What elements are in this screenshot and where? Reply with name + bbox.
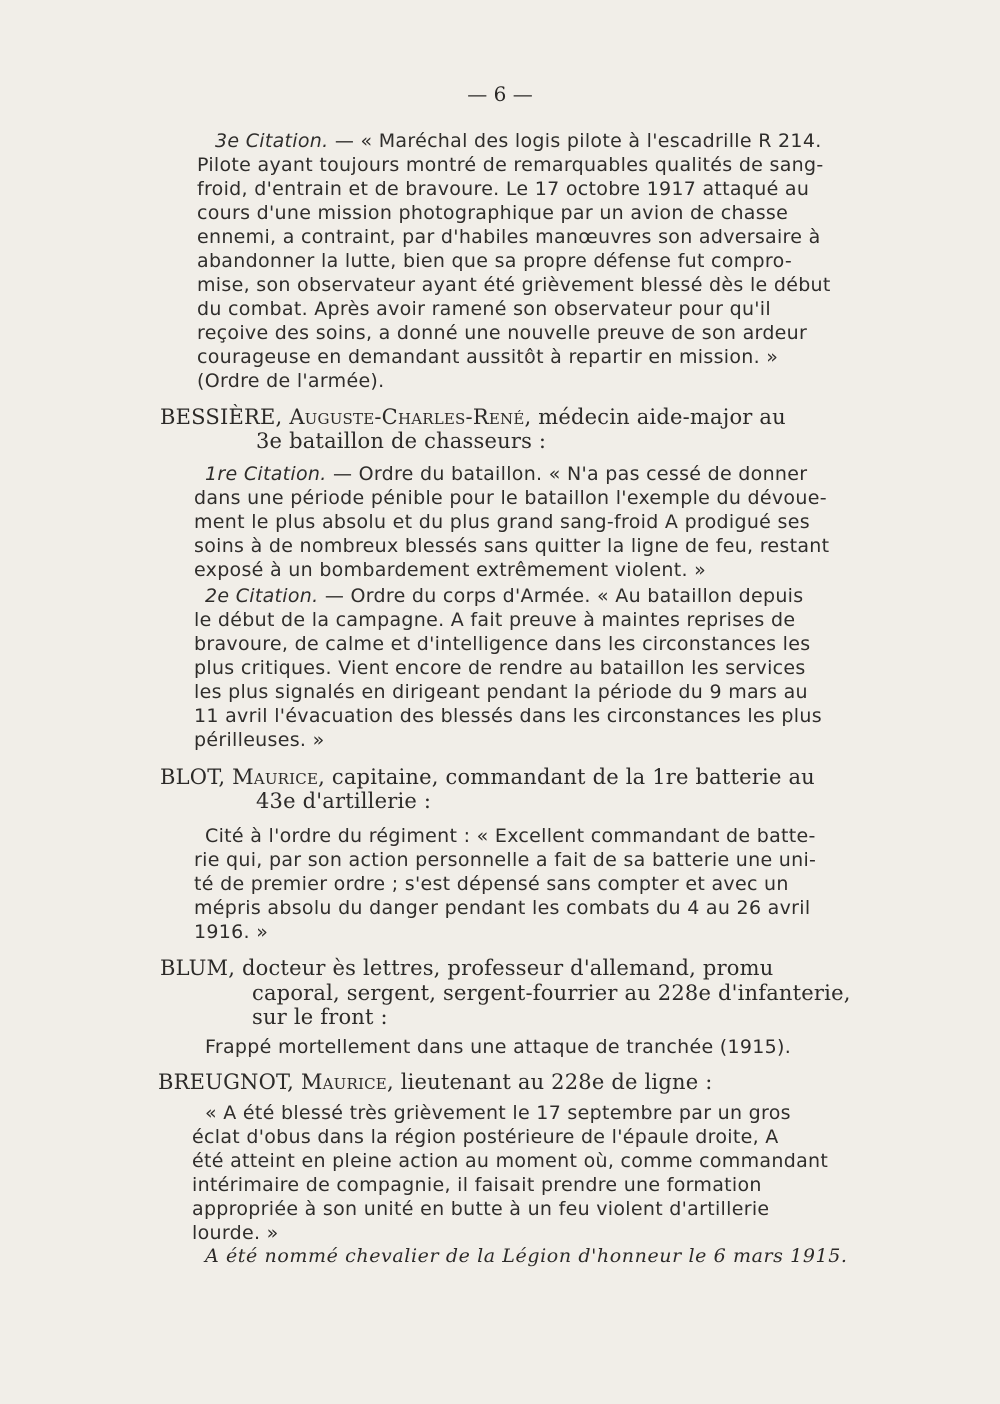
text-line: 1916. » bbox=[194, 921, 269, 943]
citation-2-first-line: 2e Citation. — Ordre du corps d'Armée. « Au bataillon depuis bbox=[205, 585, 804, 607]
entry-surname: BESSIÈRE, bbox=[160, 405, 283, 429]
text-line: cours d'une mission photographique par un avion de chasse bbox=[197, 202, 789, 224]
text-line: froid, d'entrain et de bravoure. Le 17 octobre 1917 attaqué au bbox=[197, 178, 810, 200]
text-line: rie qui, par son action personnelle a fait de sa batterie une uni- bbox=[194, 849, 817, 871]
text-line: Pilote ayant toujours montré de remarquables qualités de sang- bbox=[197, 154, 824, 176]
entry-surname: BLUM, bbox=[160, 956, 236, 980]
citation-label: 3e Citation. bbox=[215, 130, 329, 152]
entry-heading-continued: sur le front : bbox=[252, 1005, 388, 1029]
entry-given-name: Maurice, bbox=[232, 765, 325, 789]
text-line: mépris absolu du danger pendant les combats du 4 au 26 avril bbox=[194, 897, 811, 919]
text-line: mise, son observateur ayant été grièvement blessé dès le début bbox=[197, 274, 831, 296]
text-line: du combat. Après avoir ramené son observateur pour qu'il bbox=[197, 298, 771, 320]
entry-heading-continued: 3e bataillon de chasseurs : bbox=[256, 429, 547, 453]
text-line: bravoure, de calme et d'intelligence dans les circonstances les bbox=[194, 633, 811, 655]
text-line: Cité à l'ordre du régiment : « Excellent commandant de batte- bbox=[205, 825, 816, 847]
text-line: les plus signalés en dirigeant pendant la période du 9 mars au bbox=[194, 681, 808, 703]
entry-heading-continued: 43e d'artillerie : bbox=[256, 789, 432, 813]
text-line: (Ordre de l'armée). bbox=[197, 370, 385, 392]
text-line: été atteint en pleine action au moment où, comme commandant bbox=[192, 1150, 829, 1172]
entry-heading: BESSIÈRE, Auguste-Charles-René, médecin aide-major au bbox=[160, 405, 786, 429]
legion-honneur-note: A été nommé chevalier de la Légion d'honneur le 6 mars 1915. bbox=[205, 1245, 848, 1267]
citation-1-first-line: 1re Citation. — Ordre du bataillon. « N'a pas cessé de donner bbox=[205, 463, 808, 485]
entry-heading-continued: caporal, sergent, sergent-fourrier au 228e d'infanterie, bbox=[252, 981, 851, 1005]
text-line: abandonner la lutte, bien que sa propre défense fut compro- bbox=[197, 250, 793, 272]
text-line: reçoive des soins, a donné une nouvelle preuve de son ardeur bbox=[197, 322, 808, 344]
text-line: ennemi, a contraint, par d'habiles manœuvres son adversaire à bbox=[197, 226, 821, 248]
citation-label: 1re Citation. bbox=[205, 463, 327, 485]
text-line: té de premier ordre ; s'est dépensé sans compter et avec un bbox=[194, 873, 789, 895]
text-line: soins à de nombreux blessés sans quitter la ligne de feu, restant bbox=[194, 535, 830, 557]
page-number: — 6 — bbox=[467, 82, 533, 106]
entry-surname: BREUGNOT, bbox=[158, 1070, 295, 1094]
entry-heading: BLOT, Maurice, capitaine, commandant de la 1re batterie au bbox=[160, 765, 815, 789]
text-line: courageuse en demandant aussitôt à repartir en mission. » bbox=[197, 346, 779, 368]
text-line: lourde. » bbox=[192, 1222, 279, 1244]
text-line: le début de la campagne. A fait preuve à maintes reprises de bbox=[194, 609, 796, 631]
entry-heading: BLUM, docteur ès lettres, professeur d'allemand, promu bbox=[160, 956, 774, 980]
entry-surname: BLOT, bbox=[160, 765, 226, 789]
citation-3-first-line: 3e Citation. — « Maréchal des logis pilote à l'escadrille R 214. bbox=[215, 130, 822, 152]
citation-label: 2e Citation. bbox=[205, 585, 319, 607]
text-line: appropriée à son unité en butte à un feu violent d'artillerie bbox=[192, 1198, 770, 1220]
entry-given-name: Maurice, bbox=[300, 1070, 394, 1094]
text-line: ment le plus absolu et du plus grand sang-froid A prodigué ses bbox=[194, 511, 810, 533]
text-line: éclat d'obus dans la région postérieure de l'épaule droite, A bbox=[192, 1126, 779, 1148]
text-line: « A été blessé très grièvement le 17 septembre par un gros bbox=[205, 1102, 791, 1124]
entry-given-name: Auguste-Charles-René, bbox=[289, 405, 532, 429]
text-line: plus critiques. Vient encore de rendre au bataillon les services bbox=[194, 657, 806, 679]
entry-heading: BREUGNOT, Maurice, lieutenant au 228e de ligne : bbox=[158, 1070, 713, 1094]
text-line: 11 avril l'évacuation des blessés dans les circonstances les plus bbox=[194, 705, 822, 727]
text-line: périlleuses. » bbox=[194, 729, 325, 751]
text-line: intérimaire de compagnie, il faisait prendre une formation bbox=[192, 1174, 762, 1196]
text-line: Frappé mortellement dans une attaque de tranchée (1915). bbox=[205, 1036, 792, 1058]
text-line: exposé à un bombardement extrêmement violent. » bbox=[194, 559, 707, 581]
text-line: dans une période pénible pour le bataillon l'exemple du dévoue- bbox=[194, 487, 827, 509]
